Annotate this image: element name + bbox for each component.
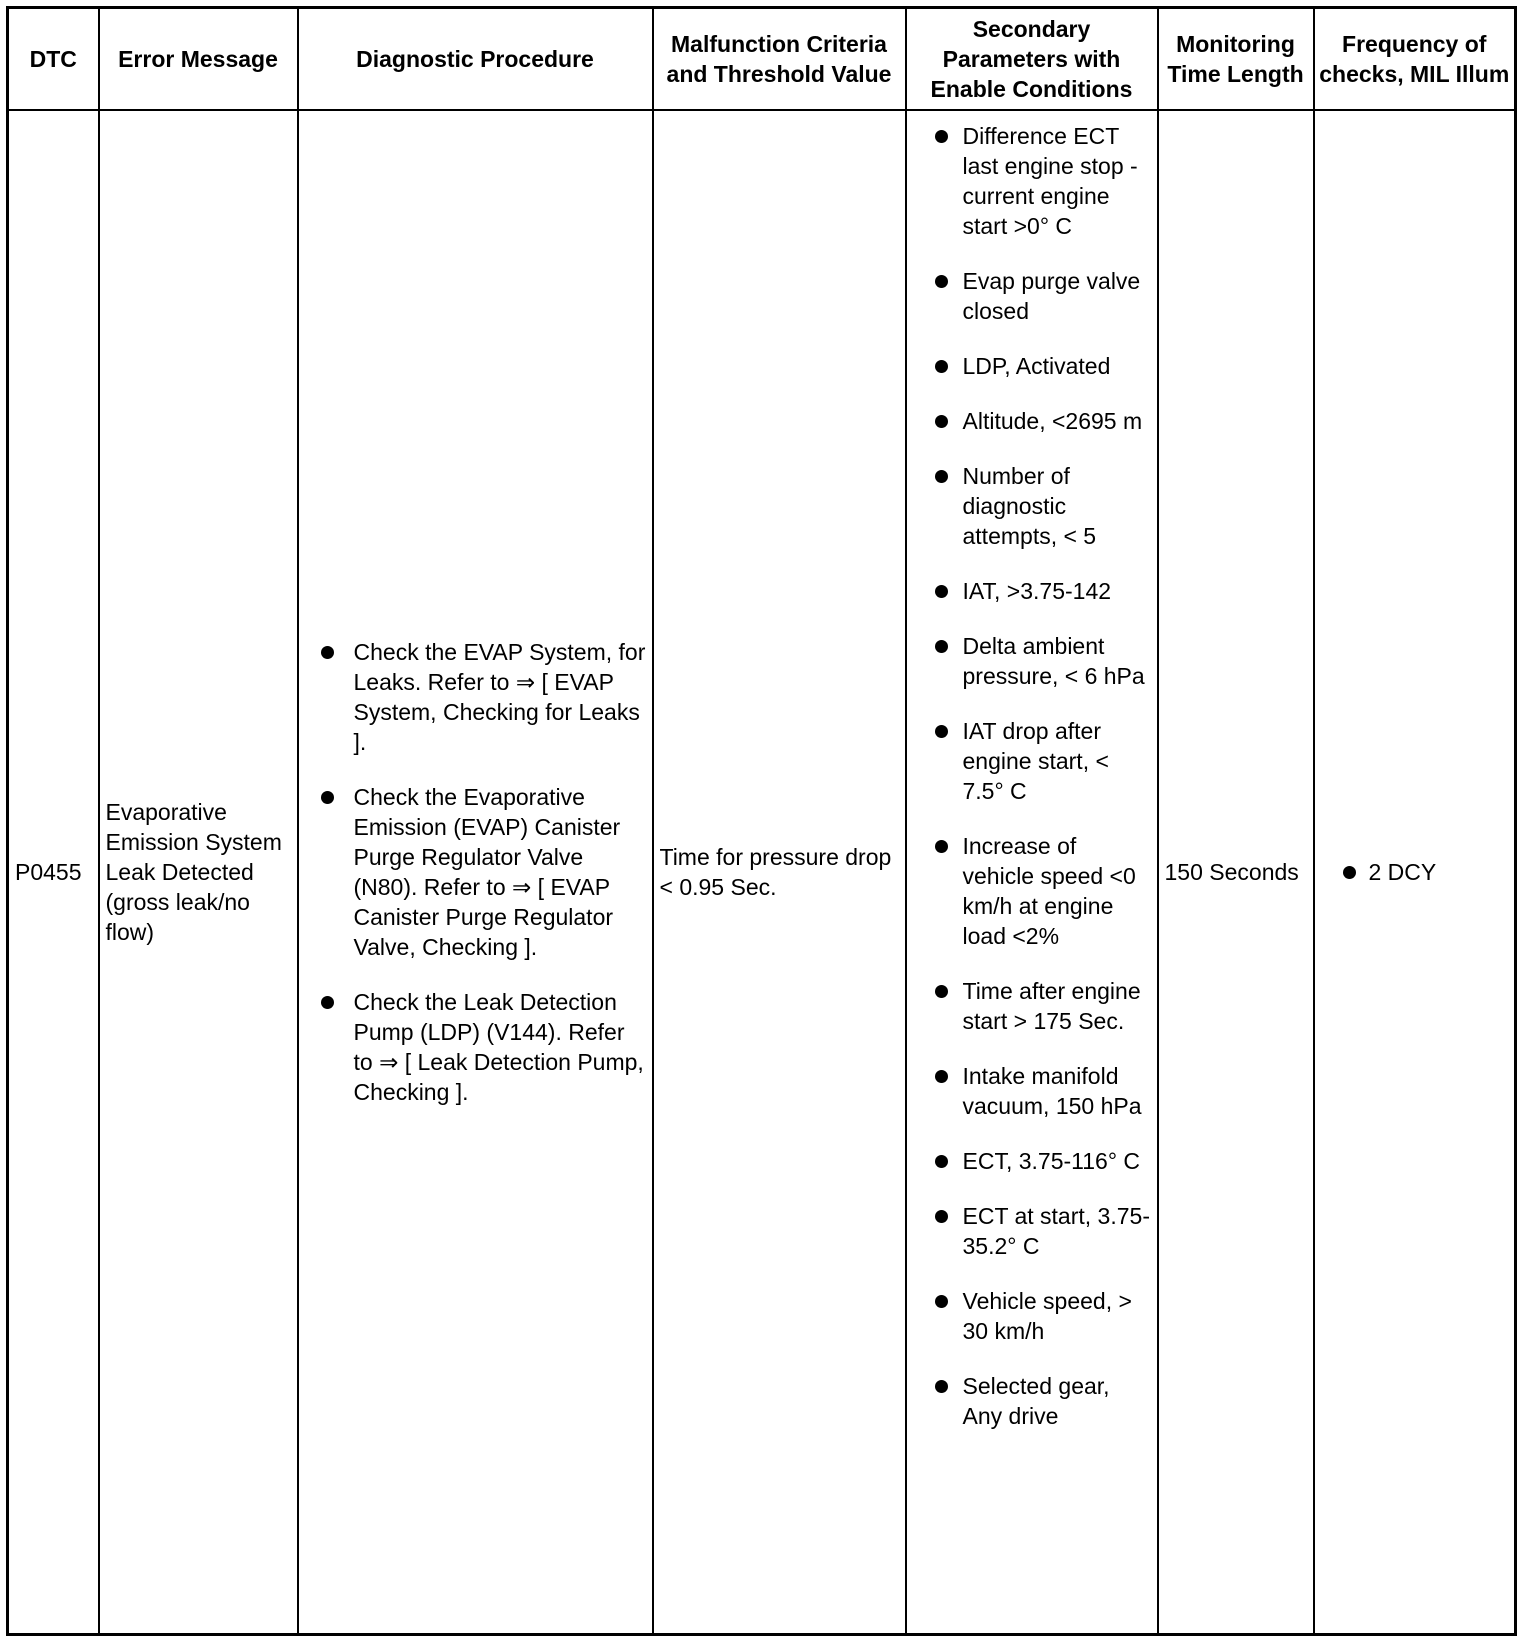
list-item: Delta ambient pressure, < 6 hPa xyxy=(913,631,1151,691)
list-item: Time after engine start > 175 Sec. xyxy=(913,976,1151,1036)
monitoring-time-cell: 150 Seconds xyxy=(1158,110,1314,1635)
list-item: Check the EVAP System, for Leaks. Refer to ⇒ [ EVAP System, Checking for Leaks ]. xyxy=(305,637,646,757)
secondary-parameters-list xyxy=(913,121,1151,1431)
header-secondary-parameters: Secondary Parameters with Enable Conditions xyxy=(906,8,1158,111)
header-frequency: Frequency of checks, MIL Illum xyxy=(1314,8,1516,111)
dtc-table xyxy=(6,6,1517,1636)
table-row xyxy=(8,110,1516,1635)
list-item: ECT at start, 3.75-35.2° C xyxy=(913,1201,1151,1261)
list-item: Altitude, <2695 m xyxy=(913,406,1151,436)
header-malfunction-criteria: Malfunction Criteria and Threshold Value xyxy=(653,8,906,111)
list-item: Check the Leak Detection Pump (LDP) (V144). Refer to ⇒ [ Leak Detection Pump, Checking ]. xyxy=(305,987,646,1107)
list-item: Vehicle speed, > 30 km/h xyxy=(913,1286,1151,1346)
diagnostic-procedure-list xyxy=(305,637,646,1107)
secondary-parameters-cell xyxy=(906,110,1158,1635)
list-item: ECT, 3.75-116° C xyxy=(913,1146,1151,1176)
dtc-cell: P0455 xyxy=(8,110,99,1635)
frequency-list xyxy=(1321,857,1509,887)
malfunction-criteria-cell: Time for pressure drop < 0.95 Sec. xyxy=(653,110,906,1635)
header-diagnostic-procedure: Diagnostic Procedure xyxy=(298,8,653,111)
list-item: LDP, Activated xyxy=(913,351,1151,381)
header-row xyxy=(8,8,1516,111)
header-monitoring-time: Monitoring Time Length xyxy=(1158,8,1314,111)
list-item: Increase of vehicle speed <0 km/h at engine load <2% xyxy=(913,831,1151,951)
list-item: Number of diagnostic attempts, < 5 xyxy=(913,461,1151,551)
frequency-cell xyxy=(1314,110,1516,1635)
list-item: 2 DCY xyxy=(1321,857,1509,887)
diagnostic-procedure-cell xyxy=(298,110,653,1635)
error-message-cell: Evaporative Emission System Leak Detected (gross leak/no flow) xyxy=(99,110,298,1635)
list-item: IAT, >3.75-142 xyxy=(913,576,1151,606)
list-item: IAT drop after engine start, < 7.5° C xyxy=(913,716,1151,806)
list-item: Difference ECT last engine stop - current engine start >0° C xyxy=(913,121,1151,241)
list-item: Selected gear, Any drive xyxy=(913,1371,1151,1431)
header-error-message: Error Message xyxy=(99,8,298,111)
list-item: Evap purge valve closed xyxy=(913,266,1151,326)
header-dtc: DTC xyxy=(8,8,99,111)
list-item: Check the Evaporative Emission (EVAP) Canister Purge Regulator Valve (N80). Refer to ⇒ [ EVAP Canister Purge Regulator Valve, Checking ]. xyxy=(305,782,646,962)
list-item: Intake manifold vacuum, 150 hPa xyxy=(913,1061,1151,1121)
